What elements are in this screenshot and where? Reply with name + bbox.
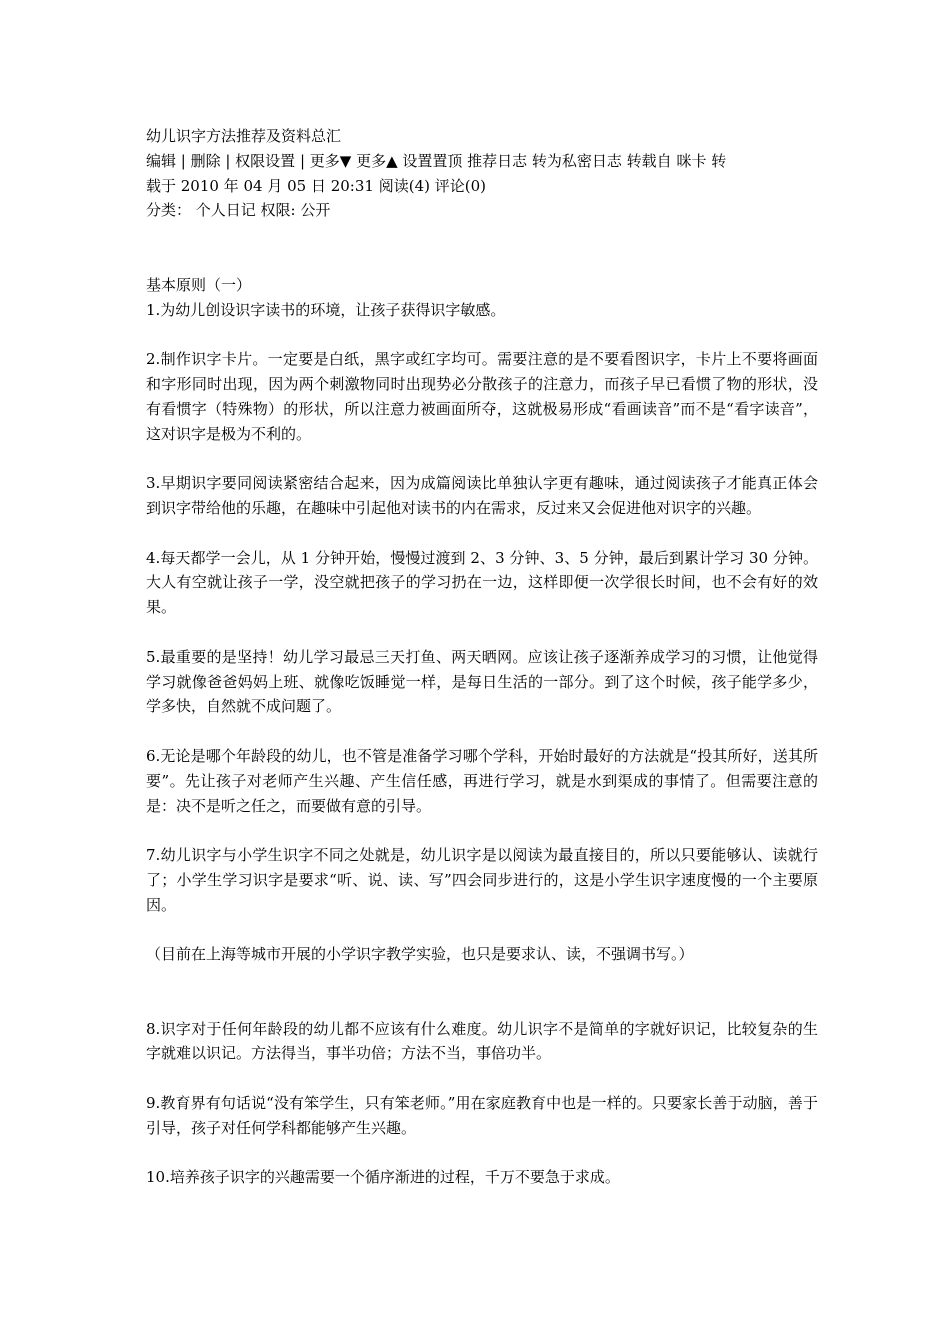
paragraph: 5.最重要的是坚持！幼儿学习最忌三天打鱼、两天晒网。应该让孩子逐渐养成学习的习惯，让他觉得学习就像爸爸妈妈上班、就像吃饭睡觉一样，是每日生活的一部分。到了这个时候，孩子能学多少，学多快，自然就不成问题了。 — [146, 647, 818, 716]
paragraph: 6.无论是哪个年龄段的幼儿，也不管是准备学习哪个学科，开始时最好的方法就是“投其所好，送其所要”。先让孩子对老师产生兴趣、产生信任感，再进行学习，就是水到渠成的事情了。但需要注意的是：决不是听之任之，而要做有意的引导。 — [146, 746, 818, 815]
section-heading: 基本原则（一） — [146, 275, 252, 294]
spacer — [146, 223, 818, 273]
paragraph: 1.为幼儿创设识字读书的环境，让孩子获得识字敏感。 — [146, 300, 506, 319]
post-category: 分类： 个人日记 权限: 公开 — [146, 201, 331, 220]
paragraph: 9.教育界有句话说“没有笨学生，只有笨老师。”用在家庭教育中也是一样的。只要家长善于动脑，善于引导，孩子对任何学科都能够产生兴趣。 — [146, 1094, 818, 1137]
paragraph: 4.每天都学一会儿，从 1 分钟开始，慢慢过渡到 2、3 分钟、3、5 分钟，最后到累计学习 30 分钟。大人有空就让孩子一学，没空就把孩子的学习扔在一边，这样即便一次学很长时间，也不会有好的效果。 — [146, 548, 818, 617]
paragraph: 7.幼儿识字与小学生识字不同之处就是，幼儿识字是以阅读为最直接目的，所以只要能够认、读就行了；小学生学习识字是要求“听、说、读、写”四会同步进行的，这是小学生识字速度慢的一个主要原因。 — [146, 846, 818, 914]
paragraph: 3.早期识字要同阅读紧密结合起来，因为成篇阅读比单独认字更有趣味，通过阅读孩子才能真正体会到识字带给他的乐趣，在趣味中引起他对读书的内在需求，反过来又会促进他对识字的兴趣。 — [146, 474, 818, 517]
article-title: 幼儿识字方法推荐及资料总汇 — [146, 127, 342, 145]
paragraph-note: （目前在上海等城市开展的小学识字教学实验，也只是要求认、读，不强调书写。） — [146, 945, 694, 964]
blog-article — [146, 124, 818, 1215]
post-meta: 载于 2010 年 04 月 05 日 20:31 阅读(4) 评论(0) — [146, 176, 486, 195]
paragraph: 8.识字对于任何年龄段的幼儿都不应该有什么难度。幼儿识字不是简单的字就好识记，比较复杂的生字就难以识记。方法得当，事半功倍；方法不当，事倍功半。 — [146, 1019, 818, 1063]
paragraph: 2.制作识字卡片。一定要是白纸，黑字或红字均可。需要注意的是不要看图识字，卡片上不要将画面和字形同时出现，因为两个刺激物同时出现势必分散孩子的注意力，而孩子早已看惯了物的形状，没有看惯字（特殊物）的形状，所以注意力被画面所夺，这就极易形成“看画读音”而不是“看字读音”，这对识字是极为不利的。 — [146, 350, 818, 443]
blog-toolbar[interactable]: 编辑 | 删除 | 权限设置 | 更多▼ 更多▲ 设置置顶 推荐日志 转为私密日志 转载自 咪卡 转 — [146, 151, 727, 170]
paragraph: 10.培养孩子识字的兴趣需要一个循序渐进的过程，千万不要急于求成。 — [146, 1168, 620, 1187]
